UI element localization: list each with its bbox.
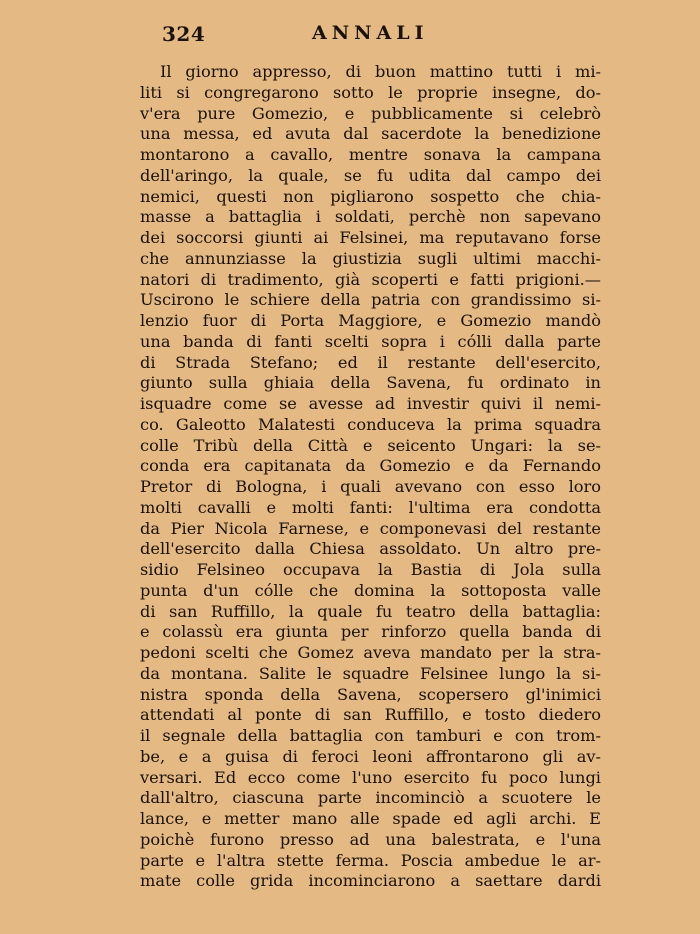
text-line: da Pier Nicola Farnese, e componevasi del restante [140, 518, 601, 538]
text-line: natori di tradimento, già scoperti e fatti prigioni.— [140, 269, 601, 289]
text-line: dei soccorsi giunti ai Felsinei, ma reputavano forse [140, 228, 601, 247]
text-line: Pretor di Bologna, i quali avevano con esso loro [140, 477, 601, 496]
text-line: poichè furono presso ad una balestrata, e l'una [140, 829, 601, 849]
text-line: isquadre come se avesse ad investir quivi il nemi- [140, 394, 601, 413]
text-line: e colassù era giunta per rinforzo quella banda di [140, 622, 601, 642]
text-line: punta d'un cólle che domina la sottoposta valle [140, 580, 601, 600]
text-line: dell'aringo, la quale, se fu udita dal campo dei [140, 165, 601, 185]
text-line: Uscirono le schiere della patria con grandissimo si- [140, 290, 601, 310]
text-line: sidio Felsineo occupava la Bastia di Jola sulla [140, 560, 601, 579]
text-line: montarono a cavallo, mentre sonava la campana [140, 145, 601, 164]
text-line: una banda di fanti scelti sopra i cólli dalla parte [140, 331, 601, 351]
running-title: ANNALI [312, 22, 429, 44]
text-line: lance, e metter mano alle spade ed agli archi. E [140, 809, 601, 828]
text-line: nemici, questi non pigliarono sospetto che chia- [140, 186, 601, 206]
text-line: colle Tribù della Città e seicento Ungari: la se- [140, 435, 601, 455]
text-line: molti cavalli e molti fanti: l'ultima era condotta [140, 497, 601, 517]
text-line: dall'altro, ciascuna parte incominciò a scuotere le [140, 788, 601, 808]
text-line: che annunziasse la giustizia sugli ultimi macchi- [140, 248, 601, 268]
text-line: v'era pure Gomezio, e pubblicamente si celebrò [140, 103, 601, 123]
text-line: giunto sulla ghiaia della Savena, fu ordinato in [140, 373, 601, 393]
text-line: co. Galeotto Malatesti conduceva la prima squadra [140, 414, 601, 434]
text-line: di Strada Stefano; ed il restante dell'esercito, [140, 352, 601, 372]
page-header [162, 22, 602, 50]
text-line: pedoni scelti che Gomez aveva mandato per la stra- [140, 643, 601, 662]
text-line: da montana. Salite le squadre Felsinee lungo la si- [140, 663, 601, 683]
text-line: dell'esercito dalla Chiesa assoldato. Un altro pre- [140, 539, 601, 559]
text-line: lenzio fuor di Porta Maggiore, e Gomezio mandò [140, 311, 601, 330]
text-line: Il giorno appresso, di buon mattino tutti i mi- [160, 62, 601, 81]
page-number: 324 [162, 22, 206, 46]
body-text [140, 62, 601, 892]
text-line: versari. Ed ecco come l'uno esercito fu poco lungi [140, 767, 601, 787]
text-line: liti si congregarono sotto le proprie insegne, do- [140, 82, 601, 102]
text-line: parte e l'altra stette ferma. Poscia ambedue le ar- [140, 850, 601, 870]
text-line: il segnale della battaglia con tamburi e con trom- [140, 726, 601, 745]
text-line: mate colle grida incominciarono a saettare dardi [140, 871, 601, 891]
text-line: conda era capitanata da Gomezio e da Fernando [140, 456, 601, 476]
text-line: masse a battaglia i soldati, perchè non sapevano [140, 207, 601, 227]
text-line: una messa, ed avuta dal sacerdote la benedizione [140, 124, 601, 144]
text-line: nistra sponda della Savena, scopersero gl'inimici [140, 684, 601, 704]
text-line: attendati al ponte di san Ruffillo, e tosto diedero [140, 705, 601, 725]
text-line: be, e a guisa di feroci leoni affrontarono gli av- [140, 746, 601, 766]
text-line: di san Ruffillo, la quale fu teatro della battaglia: [140, 601, 601, 621]
